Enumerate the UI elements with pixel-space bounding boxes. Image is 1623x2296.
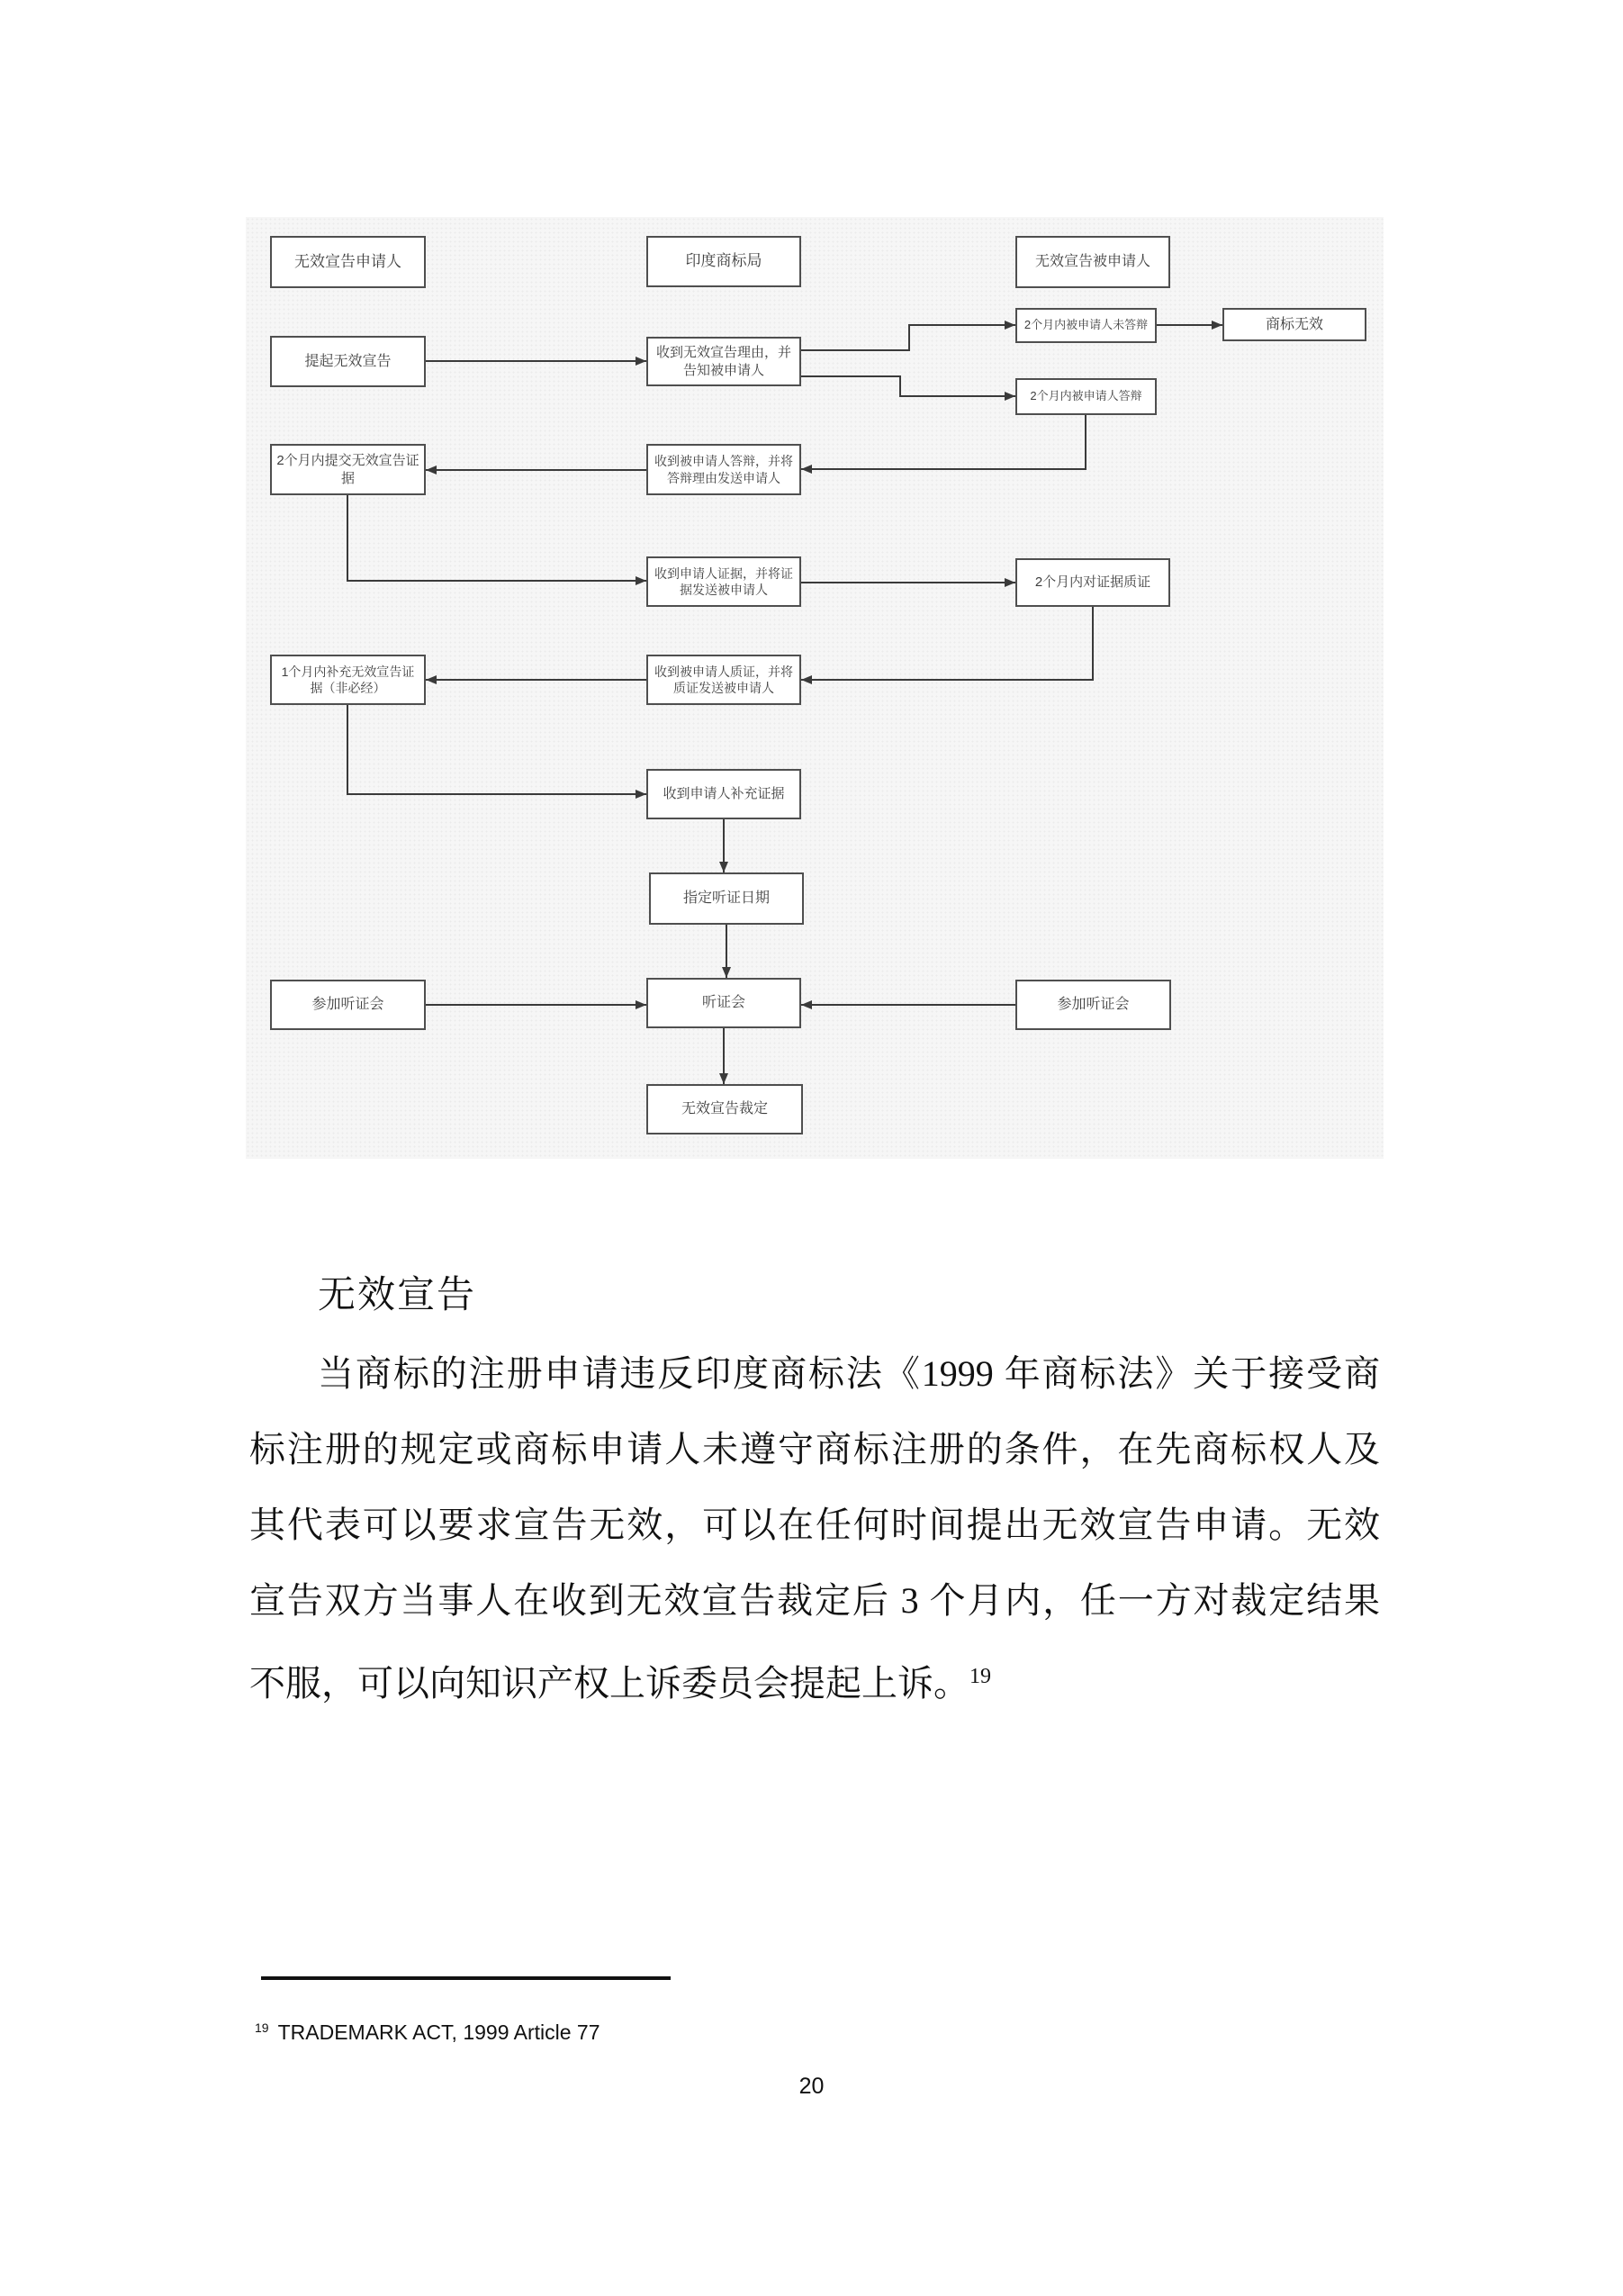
body-line: 当商标的注册申请违反印度商标法《1999 年商标法》关于接受商 [318,1353,1380,1394]
flow-node-hearing-date: 指定听证日期 [649,872,804,925]
flow-node-file-invalidation: 提起无效宣告 [270,336,426,387]
flow-node-hearing: 听证会 [646,978,801,1028]
invalidation-flowchart [246,217,1384,1159]
body-line: 标注册的规定或商标申请人未遵守商标注册的条件，在先商标权人及 [249,1429,1380,1469]
body-line: 宣告双方当事人在收到无效宣告裁定后 3 个月内，任一方对裁定结果 [249,1580,1380,1621]
flow-node-trademark-invalid: 商标无效 [1222,308,1366,341]
flow-edge [801,325,1015,350]
footnote-text: TRADEMARK ACT, 1999 Article 77 [277,2020,600,2044]
footnote-reference: 19 [969,1665,991,1688]
flow-edge [801,415,1086,469]
flow-node-ruling: 无效宣告裁定 [646,1084,803,1134]
flow-node-receive-grounds: 收到无效宣告理由，并告知被申请人 [646,337,801,386]
flow-node-cross-examination: 2个月内对证据质证 [1015,558,1170,607]
flow-node-attend-hearing-right: 参加听证会 [1015,980,1171,1030]
flow-node-applicant-lane: 无效宣告申请人 [270,236,426,288]
flow-node-receive-response: 收到被申请人答辩，并将答辩理由发送申请人 [646,444,801,495]
flow-node-respondent-lane: 无效宣告被申请人 [1015,236,1170,288]
body-line [249,1639,1380,1722]
flow-node-attend-hearing-left: 参加听证会 [270,980,426,1030]
flow-node-receive-cross: 收到被申请人质证，并将质证发送被申请人 [646,655,801,705]
footnote-marker: 19 [255,2020,269,2035]
flow-node-office-lane: 印度商标局 [646,236,801,287]
footnote-separator [261,1976,671,1980]
flow-node-receive-supplement: 收到申请人补充证据 [646,769,801,819]
section-heading: 无效宣告 [318,1275,477,1316]
flow-node-receive-evidence: 收到申请人证据，并将证据发送被申请人 [646,556,801,607]
page-number: 20 [798,2074,825,2099]
flow-edge [347,495,646,581]
footnote [255,2020,600,2045]
body-line: 其代表可以要求宣告无效，可以在任何时间提出无效宣告申请。无效 [249,1505,1380,1545]
article-body [249,1336,1380,1722]
flow-node-no-response: 2个月内被申请人未答辩 [1015,308,1157,343]
flow-node-response: 2个月内被申请人答辩 [1015,378,1157,415]
flow-node-supplement-evidence: 1个月内补充无效宣告证据（非必经） [270,655,426,705]
flow-edge [801,607,1093,680]
flow-node-submit-evidence: 2个月内提交无效宣告证据 [270,444,426,495]
flow-edge [801,376,1015,396]
body-line-text: 不服，可以向知识产权上诉委员会提起上诉。 [249,1663,969,1704]
flow-edge [347,705,646,794]
